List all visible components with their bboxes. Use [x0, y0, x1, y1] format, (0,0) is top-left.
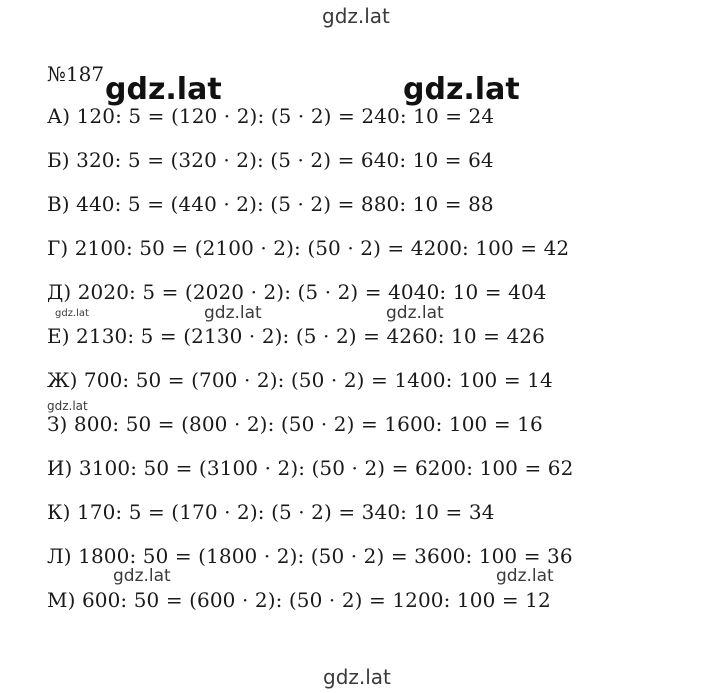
solution-line-a: А) 120: 5 = (120 · 2): (5 · 2) = 240: 10 = 24 — [47, 104, 495, 128]
solution-line-m: М) 600: 50 = (600 · 2): (50 · 2) = 1200: 100 = 12 — [47, 588, 551, 612]
watermark-large-left: gdz.lat — [105, 72, 222, 107]
solution-line-b: Б) 320: 5 = (320 · 2): (5 · 2) = 640: 10 = 64 — [47, 148, 494, 172]
watermark-mid-4: gdz.lat — [496, 566, 554, 586]
watermark-top: gdz.lat — [322, 4, 390, 28]
solution-line-z: З) 800: 50 = (800 · 2): (50 · 2) = 1600: 100 = 16 — [47, 412, 543, 436]
watermark-tiny-1: gdz.lat — [55, 308, 89, 319]
solution-line-i: И) 3100: 50 = (3100 · 2): (50 · 2) = 6200: 100 = 62 — [47, 456, 574, 480]
solution-line-v: В) 440: 5 = (440 · 2): (5 · 2) = 880: 10 = 88 — [47, 192, 494, 216]
watermark-tiny-2: gdz.lat — [47, 399, 88, 413]
watermark-mid-3: gdz.lat — [113, 566, 171, 586]
watermark-bottom: gdz.lat — [323, 665, 391, 689]
watermark-large-right: gdz.lat — [403, 72, 520, 107]
solution-line-d: Д) 2020: 5 = (2020 · 2): (5 · 2) = 4040: 10 = 404 — [47, 280, 547, 304]
watermark-mid-1: gdz.lat — [204, 303, 262, 323]
solution-line-g: Г) 2100: 50 = (2100 · 2): (50 · 2) = 4200: 100 = 42 — [47, 236, 570, 260]
solution-line-e: Е) 2130: 5 = (2130 · 2): (5 · 2) = 4260: 10 = 426 — [47, 324, 545, 348]
problem-number: №187 — [47, 62, 105, 86]
watermark-mid-2: gdz.lat — [386, 303, 444, 323]
solution-line-zh: Ж) 700: 50 = (700 · 2): (50 · 2) = 1400: 100 = 14 — [47, 368, 553, 392]
solution-line-k: К) 170: 5 = (170 · 2): (5 · 2) = 340: 10 = 34 — [47, 500, 495, 524]
solution-line-l: Л) 1800: 50 = (1800 · 2): (50 · 2) = 3600: 100 = 36 — [47, 544, 573, 568]
